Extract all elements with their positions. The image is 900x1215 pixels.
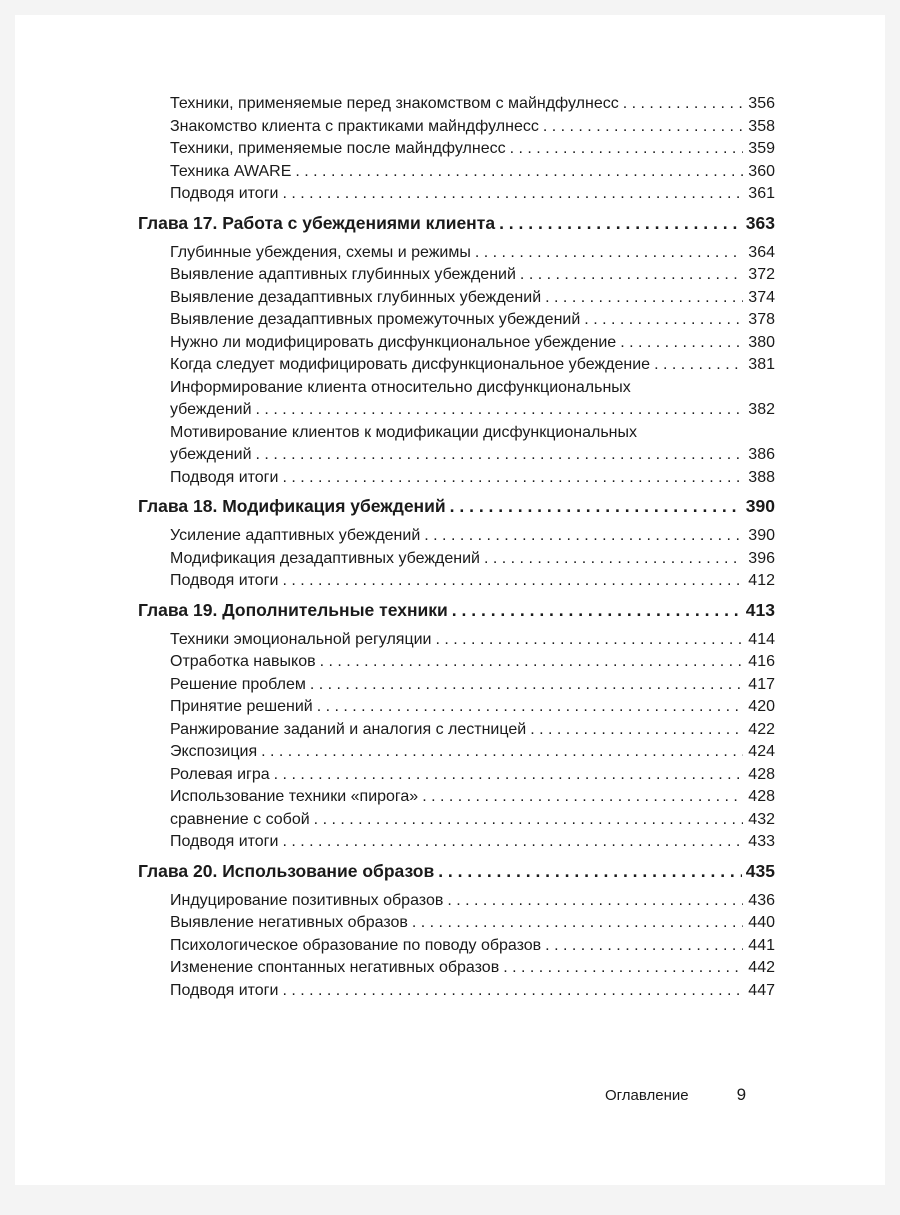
toc-entry <box>138 309 775 332</box>
entry-page: 380 <box>748 333 775 351</box>
entry-page: 414 <box>748 630 775 648</box>
chapter-heading-18 <box>138 493 775 519</box>
toc-entry <box>138 674 775 697</box>
toc-entry <box>138 629 775 652</box>
chapter-page: 435 <box>745 860 775 881</box>
leader-dots <box>435 629 743 652</box>
entry-page: 442 <box>748 959 775 976</box>
toc-entry-first-line <box>138 422 775 445</box>
entry-title: Подводя итоги <box>170 185 279 202</box>
entry-page: 433 <box>748 833 775 850</box>
entry-title: Принятие решений <box>170 698 313 715</box>
toc-entry <box>138 242 775 265</box>
toc-entry <box>138 980 775 1003</box>
entry-title: Знакомство клиента с практиками майндфулнесс <box>170 117 539 135</box>
leader-dots <box>282 570 743 593</box>
entry-page: 440 <box>748 914 775 931</box>
toc-entry <box>138 264 775 287</box>
leader-dots <box>510 138 743 161</box>
toc-entry <box>138 957 775 980</box>
entry-title: Выявление негативных образов <box>170 914 408 931</box>
leader-dots <box>274 764 743 787</box>
toc-entry <box>138 354 775 377</box>
toc-entry-first-line <box>138 377 775 400</box>
leader-dots <box>545 935 743 958</box>
leader-dots <box>261 741 743 764</box>
leader-dots <box>484 548 743 571</box>
entry-title: Ролевая игра <box>170 765 270 783</box>
toc-entry <box>138 399 775 422</box>
entry-title-continued: убеждений <box>170 446 252 463</box>
entry-page: 356 <box>748 95 775 112</box>
toc-entry <box>138 138 775 161</box>
leader-dots <box>256 399 743 422</box>
toc-entry <box>138 741 775 764</box>
leader-dots <box>623 93 743 116</box>
entry-title: Подводя итоги <box>170 981 279 999</box>
toc-entry <box>138 93 775 116</box>
entry-page: 396 <box>748 549 775 567</box>
leader-dots <box>447 890 743 913</box>
chapter-heading-20 <box>138 858 775 884</box>
entry-page: 372 <box>748 266 775 283</box>
entry-page: 428 <box>748 788 775 805</box>
entry-title: Информирование клиента относительно дисфункциональных <box>170 378 631 396</box>
entry-title: Нужно ли модифицировать дисфункциональное убеждение <box>170 333 617 351</box>
entry-title: Техники эмоциональной регуляции <box>170 630 432 648</box>
chapter-page: 413 <box>745 599 775 620</box>
toc-entry <box>138 444 775 467</box>
leader-dots <box>282 467 743 490</box>
toc-entry <box>138 764 775 787</box>
leader-dots <box>654 354 743 377</box>
entry-title-continued: убеждений <box>170 401 252 418</box>
entry-title: Подводя итоги <box>170 572 279 589</box>
entry-page: 361 <box>748 185 775 202</box>
entry-page: 424 <box>748 743 775 760</box>
entry-title: Усиление адаптивных убеждений <box>170 527 421 544</box>
toc-entry <box>138 570 775 593</box>
toc-entry <box>138 912 775 935</box>
entry-page: 360 <box>748 162 775 180</box>
leader-dots <box>450 493 742 519</box>
entry-page: 374 <box>748 288 775 306</box>
entry-title: Модификация дезадаптивных убеждений <box>170 549 480 567</box>
leader-dots <box>438 858 742 884</box>
entry-page: 428 <box>748 765 775 783</box>
toc-entry <box>138 332 775 355</box>
leader-dots <box>282 831 743 854</box>
chapter-title: Глава 18. Модификация убеждений <box>138 496 446 516</box>
toc-entry <box>138 525 775 548</box>
leader-dots <box>314 809 743 832</box>
chapter-heading-19 <box>138 597 775 623</box>
leader-dots <box>545 287 743 310</box>
entry-title: Решение проблем <box>170 675 306 693</box>
entry-page: 382 <box>748 401 775 418</box>
entry-title: Индуцирование позитивных образов <box>170 891 444 909</box>
book-page <box>15 15 885 1185</box>
leader-dots <box>295 161 743 184</box>
entry-page: 388 <box>748 468 775 486</box>
chapter-page: 363 <box>745 212 775 233</box>
toc-entry <box>138 287 775 310</box>
chapter-heading-17 <box>138 210 775 236</box>
entry-title: Мотивирование клиентов к модификации дисфункциональных <box>170 423 638 441</box>
entry-page: 436 <box>748 891 775 909</box>
leader-dots <box>520 264 743 287</box>
toc-entry <box>138 935 775 958</box>
entry-page: 364 <box>748 243 775 261</box>
entry-title: сравнение с собой <box>170 810 310 828</box>
entry-title: Выявление дезадаптивных промежуточных убеждений <box>170 311 581 328</box>
leader-dots <box>256 444 743 467</box>
entry-page: 359 <box>748 140 775 157</box>
entry-title: Психологическое образование по поводу образов <box>170 936 542 954</box>
toc-entry <box>138 651 775 674</box>
entry-page: 420 <box>748 698 775 715</box>
leader-dots <box>543 116 743 139</box>
leader-dots <box>530 719 743 742</box>
entry-page: 390 <box>748 527 775 544</box>
entry-page: 416 <box>748 653 775 670</box>
entry-page: 432 <box>748 810 775 828</box>
entry-page: 378 <box>748 311 775 328</box>
toc-entry <box>138 831 775 854</box>
entry-title: Выявление дезадаптивных глубинных убеждений <box>170 288 542 306</box>
toc-entry <box>138 809 775 832</box>
leader-dots <box>310 674 743 697</box>
leader-dots <box>282 980 743 1003</box>
chapter-page: 390 <box>745 496 775 516</box>
entry-page: 441 <box>748 936 775 954</box>
toc-entry <box>138 786 775 809</box>
table-of-contents <box>138 93 775 1002</box>
leader-dots <box>620 332 743 355</box>
leader-dots <box>317 696 743 719</box>
entry-page: 386 <box>748 446 775 463</box>
entry-title: Техники, применяемые перед знакомством с майндфулнесс <box>170 95 619 112</box>
entry-title: Подводя итоги <box>170 468 279 486</box>
leader-dots <box>422 786 743 809</box>
leader-dots <box>452 597 742 623</box>
entry-page: 417 <box>748 675 775 693</box>
page-footer <box>605 1085 746 1105</box>
leader-dots <box>412 912 743 935</box>
entry-page: 412 <box>748 572 775 589</box>
running-footer-label: Оглавление <box>605 1087 689 1104</box>
chapter-title: Глава 17. Работа с убеждениями клиента <box>138 212 496 233</box>
toc-entry <box>138 116 775 139</box>
leader-dots <box>503 957 743 980</box>
toc-entry <box>138 183 775 206</box>
entry-title: Использование техники «пирога» <box>170 788 419 805</box>
chapter-title: Глава 20. Использование образов <box>138 860 435 881</box>
entry-title: Когда следует модифицировать дисфункциональное убеждение <box>170 356 651 373</box>
leader-dots <box>499 210 742 236</box>
leader-dots <box>475 242 743 265</box>
entry-title: Техника AWARE <box>170 162 292 180</box>
entry-page: 422 <box>748 720 775 738</box>
entry-title: Изменение спонтанных негативных образов <box>170 959 500 976</box>
toc-entry <box>138 548 775 571</box>
entry-title: Отработка навыков <box>170 653 316 670</box>
toc-entry <box>138 467 775 490</box>
entry-title: Экспозиция <box>170 743 258 760</box>
leader-dots <box>320 651 743 674</box>
entry-page: 381 <box>748 356 775 373</box>
chapter-title: Глава 19. Дополнительные техники <box>138 599 448 620</box>
entry-page: 447 <box>748 981 775 999</box>
page-number: 9 <box>736 1085 747 1104</box>
entry-title: Ранжирование заданий и аналогия с лестницей <box>170 720 527 738</box>
entry-title: Глубинные убеждения, схемы и режимы <box>170 243 471 261</box>
entry-title: Выявление адаптивных глубинных убеждений <box>170 266 516 283</box>
toc-entry <box>138 890 775 913</box>
entry-title: Техники, применяемые после майндфулнесс <box>170 140 506 157</box>
entry-title: Подводя итоги <box>170 833 279 850</box>
toc-entry <box>138 719 775 742</box>
toc-entry <box>138 161 775 184</box>
leader-dots <box>424 525 743 548</box>
leader-dots <box>282 183 743 206</box>
entry-page: 358 <box>748 117 775 135</box>
leader-dots <box>584 309 743 332</box>
toc-entry <box>138 696 775 719</box>
